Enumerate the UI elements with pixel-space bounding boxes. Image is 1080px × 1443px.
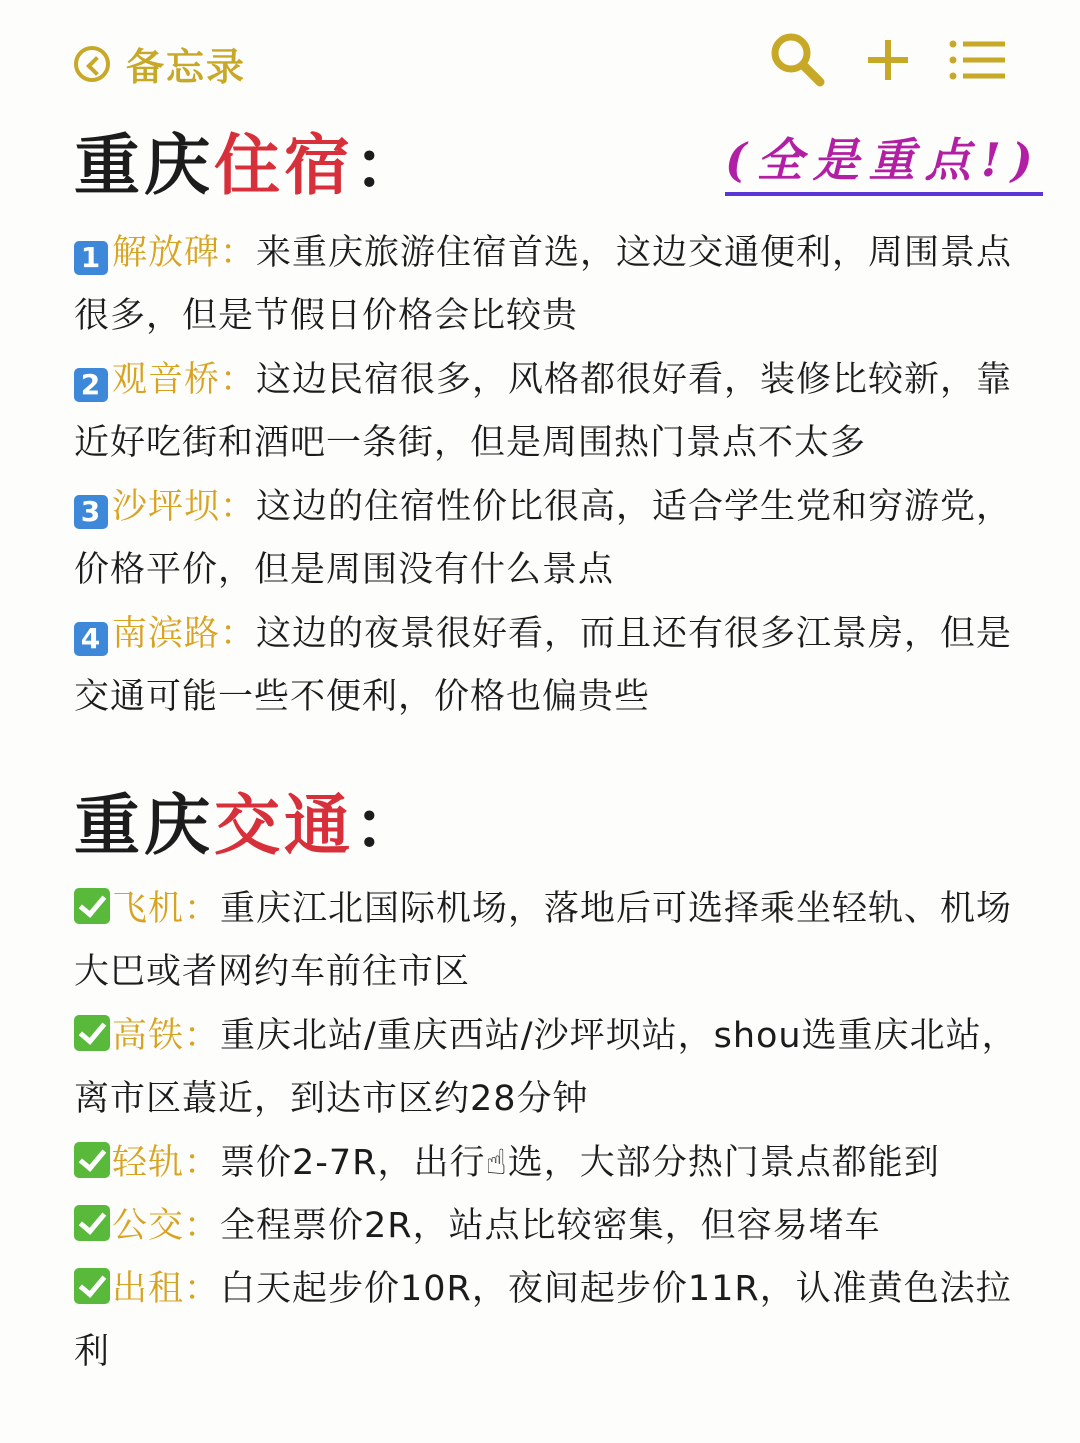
item-key: 解放碑： bbox=[112, 233, 257, 273]
item-text: 来重庆旅游住宿首选，这边交通便利，周围景点很多，但是节假日价格会比较贵 bbox=[74, 233, 1013, 336]
checkmark-icon bbox=[74, 1268, 110, 1304]
title-colon: ： bbox=[354, 787, 424, 864]
item-key: 飞机： bbox=[112, 889, 221, 929]
transport-title bbox=[74, 772, 424, 867]
item-text: 重庆江北国际机场，落地后可选择乘坐轻轨、机场大巴或者网约车前往市区 bbox=[74, 889, 1013, 992]
list-icon[interactable] bbox=[945, 30, 1005, 90]
item-key: 轻轨： bbox=[112, 1143, 221, 1183]
number-badge: 1 bbox=[74, 241, 108, 275]
top-bar bbox=[0, 0, 1080, 120]
number-badge: 3 bbox=[74, 495, 108, 529]
plus-icon[interactable] bbox=[858, 30, 918, 90]
list-item bbox=[74, 878, 1042, 1004]
item-text: 这边民宿很多，风格都很好看，装修比较新，靠近好吃街和酒吧一条街，但是周围热门景点不太多 bbox=[74, 360, 1013, 463]
item-key: 沙坪坝： bbox=[112, 487, 257, 527]
search-icon[interactable] bbox=[768, 30, 828, 90]
title-red: 交通 bbox=[214, 787, 354, 864]
list-item bbox=[74, 1258, 1042, 1384]
chevron-left-icon bbox=[74, 46, 110, 82]
back-button[interactable] bbox=[74, 36, 246, 91]
highlight-note: (全是重点!) bbox=[725, 124, 1043, 196]
item-key: 公交： bbox=[112, 1206, 221, 1246]
list-item bbox=[74, 1005, 1042, 1131]
checkmark-icon bbox=[74, 1015, 110, 1051]
number-badge: 4 bbox=[74, 622, 108, 656]
item-text: 票价2-7R，出行☝选，大部分热门景点都能到 bbox=[220, 1143, 940, 1183]
checkmark-icon bbox=[74, 1205, 110, 1241]
title-black: 重庆 bbox=[74, 127, 214, 204]
item-key: 出租： bbox=[112, 1269, 221, 1309]
title-black: 重庆 bbox=[74, 787, 214, 864]
checkmark-icon bbox=[74, 1142, 110, 1178]
item-text: 白天起步价10R，夜间起步价11R，认准黄色法拉利 bbox=[74, 1269, 1012, 1372]
checkmark-icon bbox=[74, 888, 110, 924]
item-key: 南滨路： bbox=[112, 614, 257, 654]
lodging-title bbox=[74, 112, 424, 207]
list-item bbox=[74, 1195, 1042, 1258]
title-colon: ： bbox=[354, 127, 424, 204]
item-key: 高铁： bbox=[112, 1016, 221, 1056]
list-item bbox=[74, 603, 1042, 729]
back-label: 备忘录 bbox=[126, 45, 247, 89]
number-badge: 2 bbox=[74, 368, 108, 402]
list-item bbox=[74, 476, 1042, 602]
item-text: 重庆北站/重庆西站/沙坪坝站，shou选重庆北站，离市区蕞近，到达市区约28分钟 bbox=[74, 1016, 1018, 1119]
item-text: 这边的住宿性价比很高，适合学生党和穷游党，价格平价，但是周围没有什么景点 bbox=[74, 487, 1013, 590]
list-item bbox=[74, 349, 1042, 475]
item-text: 全程票价2R，站点比较密集，但容易堵车 bbox=[220, 1206, 881, 1246]
list-item bbox=[74, 1132, 1042, 1195]
list-item bbox=[74, 222, 1042, 348]
item-text: 这边的夜景很好看，而且还有很多江景房，但是交通可能一些不便利，价格也偏贵些 bbox=[74, 614, 1013, 717]
item-key: 观音桥： bbox=[112, 360, 257, 400]
title-red: 住宿 bbox=[214, 127, 354, 204]
